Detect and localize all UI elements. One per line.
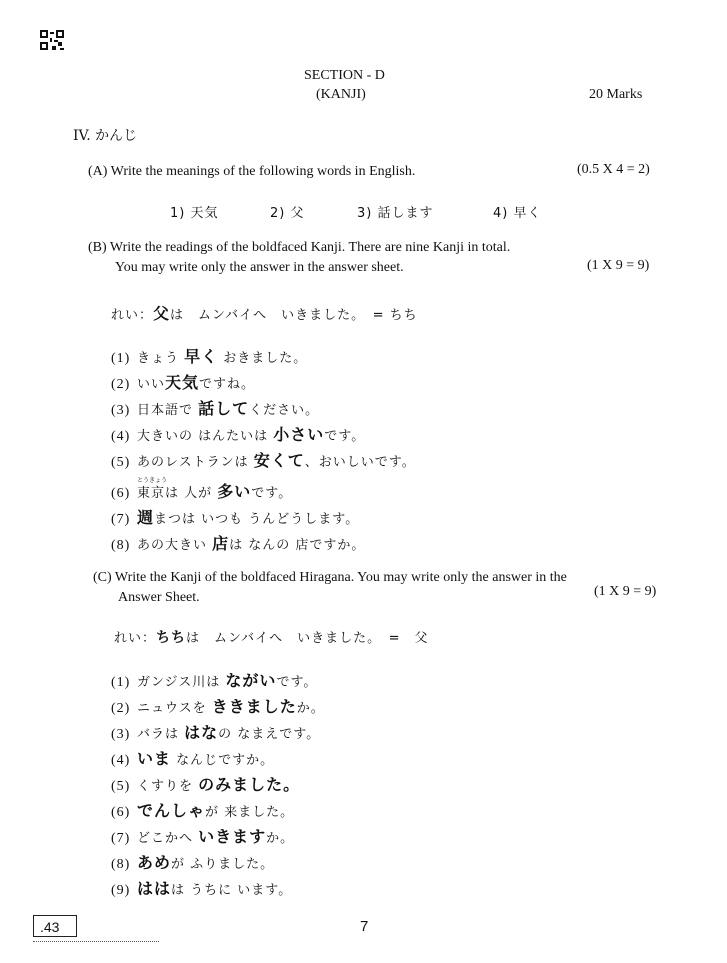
list-item [111,668,317,691]
part-c-marks: (1 X 9 = 9) [594,584,657,599]
part-c-example [114,627,429,647]
example-rest: は ムンバイへ いきました。 = 父 [186,631,429,646]
item-bold: ながい [225,671,277,690]
list-item [111,876,292,899]
item-number: (6) [111,486,131,501]
item-number: (6) [111,805,131,820]
item-text: です。 [324,429,366,444]
item-text: バラは [137,727,185,742]
item-text: いい [137,377,166,392]
item-text: ガンジス川は [137,675,226,690]
example-rest: は ムンバイへ いきました。 = ちち [170,308,418,323]
item-text: です。 [276,675,318,690]
part-b-instruction-2: You may write only the answer in the answer sheet. [115,260,404,275]
part-b-instruction: (B) Write the readings of the boldfaced Kanji. There are nine Kanji in total. [88,240,511,255]
part-b-marks: (1 X 9 = 9) [587,258,650,273]
part-b-example [111,301,418,324]
example-prefix: れい： [111,308,154,323]
item-text: くすりを [137,779,199,794]
item-text: どこかへ [137,831,199,846]
item-number: (8) [111,538,131,553]
item-number: (1) [111,351,131,366]
list-item [111,344,307,367]
item-number: (2) [111,377,131,392]
item-bold: ききました [211,697,297,716]
item-text: なんじですか。 [171,753,275,768]
item-text: まつは いつも うんどうします。 [154,512,360,527]
item-number: (4) [111,753,131,768]
part-c-instruction-2: Answer Sheet. [118,590,200,605]
part-a-word: 3) 話します [357,206,434,221]
item-bold: 天気 [165,373,200,392]
item-text: 日本語で [137,403,199,418]
item-text: ですね。 [199,377,256,392]
list-item [111,531,365,554]
item-number: (9) [111,883,131,898]
item-number: (4) [111,429,131,444]
furigana: とうきょう [137,477,168,484]
list-item [111,396,319,419]
list-item [111,746,274,769]
paper-code-box: .43 [33,915,77,937]
footer-divider [33,941,159,942]
item-bold: のみました。 [198,775,301,794]
part-a-marks: (0.5 X 4 = 2) [577,162,650,177]
item-text: か。 [266,831,295,846]
item-number: (7) [111,831,131,846]
item-text: は 人が [165,486,218,501]
item-bold: 週 [137,508,155,527]
item-text: です。 [251,486,293,501]
item-bold: いきます [198,827,267,846]
item-bold: 店 [212,534,230,553]
list-item [111,850,274,873]
list-item [111,694,325,717]
part-a-word: 1) 天気 [170,206,219,221]
list-item [111,370,255,393]
part-a-instruction: (A) Write the meanings of the following words in English. [88,164,416,179]
page-number: 7 [360,918,369,935]
item-text: は うちに います。 [171,883,293,898]
item-text: あの大きい [137,538,213,553]
list-item [111,505,359,528]
item-text: か。 [296,701,325,716]
item-number: (3) [111,403,131,418]
item-number: (5) [111,455,131,470]
item-bold: 安くて [253,451,305,470]
item-bold: はは [137,879,172,898]
item-bold: 話して [198,399,250,418]
item-text: ください。 [249,403,320,418]
part-a-word: 2) 父 [270,206,305,221]
item-bold: 早く [184,347,219,366]
list-item [111,720,320,743]
item-text: 、おいしいです。 [304,455,416,470]
item-text: ニュウスを [137,701,212,716]
section-heading: SECTION - D [304,68,385,83]
list-item [111,772,300,795]
example-bold: 父 [153,304,171,323]
item-bold: 多い [217,482,252,501]
item-bold: 小さい [273,425,325,444]
item-bold: あめ [137,853,172,872]
total-marks: 20 Marks [589,87,643,102]
item-number: (1) [111,675,131,690]
list-item [111,479,292,502]
item-text: の なまえです。 [218,727,321,742]
item-text: が ふりました。 [171,857,275,872]
list-item [111,448,416,471]
item-text: は なんの 店ですか。 [229,538,366,553]
item-bold: でんしゃ [137,801,206,820]
example-prefix: れい： [114,631,157,646]
item-number: (3) [111,727,131,742]
item-number: (5) [111,779,131,794]
item-text: が 来ました。 [205,805,295,820]
item-number: (7) [111,512,131,527]
list-item [111,824,294,847]
part-title: IV. かんじ [73,128,138,144]
list-item [111,798,294,821]
example-bold: ちち [156,630,187,646]
item-bold: いま [137,749,172,768]
item-text: きょう [137,351,185,366]
section-subtitle: (KANJI) [316,87,366,102]
item-text: 大きいの はんたいは [137,429,274,444]
part-c-instruction: (C) Write the Kanji of the boldfaced Hiragana. You may write only the answer in the [93,570,567,585]
item-number: (8) [111,857,131,872]
item-bold: はな [184,723,219,742]
qr-code-icon [40,30,64,50]
list-item [111,422,365,445]
item-text: おきました。 [218,351,308,366]
item-number: (2) [111,701,131,716]
item-text: 東京 [137,486,166,501]
part-a-word: 4) 早く [493,206,542,221]
item-text: あのレストランは [137,455,254,470]
